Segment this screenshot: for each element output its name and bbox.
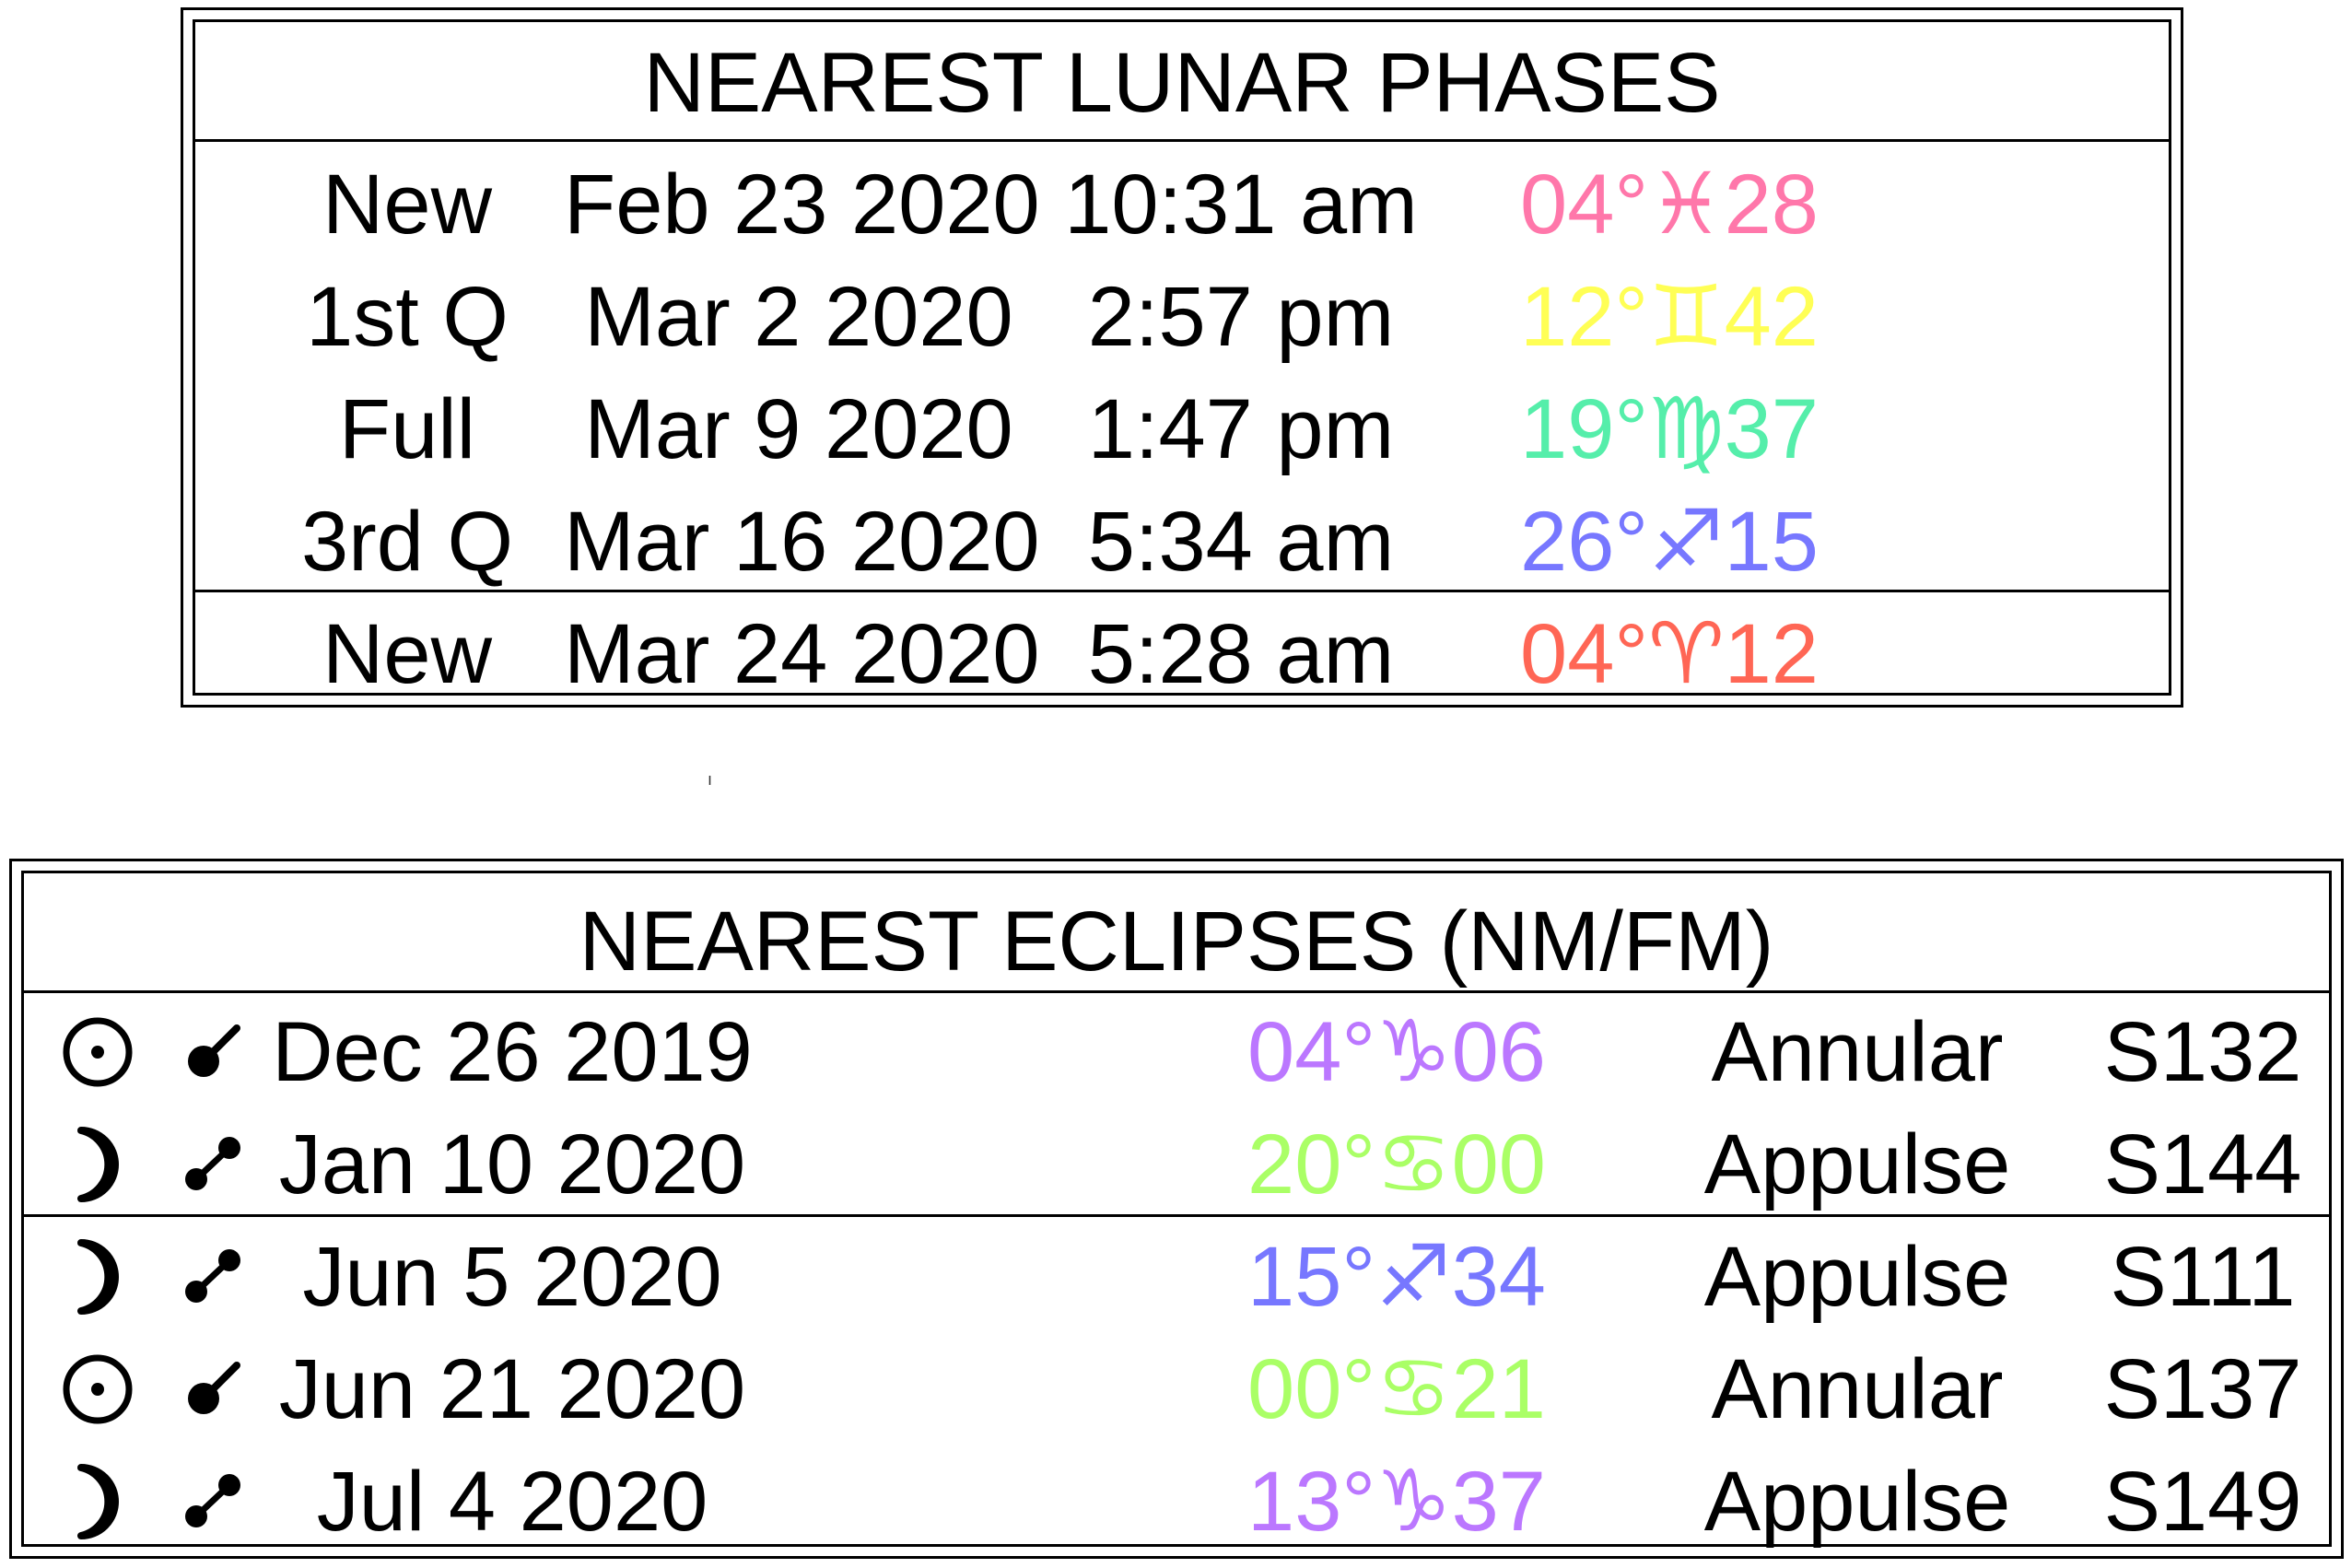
eclipse-date: Dec 26 2019 bbox=[272, 1005, 753, 1099]
phase-date: Mar 9 2020 bbox=[584, 382, 1013, 476]
eclipses-divider bbox=[24, 1214, 2329, 1217]
saros-number: S111 bbox=[2110, 1230, 2296, 1324]
phase-date: Mar 24 2020 bbox=[564, 607, 1040, 701]
phase-zodiac-position: 04°♈12 bbox=[1520, 607, 1819, 701]
lunar-phase-row bbox=[195, 599, 2169, 709]
phase-zodiac-position: 12°♊42 bbox=[1520, 270, 1819, 364]
lunar-phases-inner-frame bbox=[193, 19, 2171, 701]
eclipse-date: Jan 10 2020 bbox=[278, 1117, 746, 1211]
phase-time: 10:31 am bbox=[1064, 158, 1418, 252]
eclipse-type: Appulse bbox=[1703, 1455, 2011, 1549]
phase-date: Mar 2 2020 bbox=[584, 270, 1013, 364]
north-node-icon bbox=[167, 1109, 259, 1220]
eclipse-zodiac-position: 04°♑06 bbox=[1247, 1005, 1546, 1099]
phase-zodiac-position: 26°♐15 bbox=[1520, 495, 1819, 589]
saros-number: S132 bbox=[2103, 1005, 2302, 1099]
phase-time: 5:28 am bbox=[1087, 607, 1395, 701]
phase-time: 2:57 pm bbox=[1087, 270, 1395, 364]
phase-name: New bbox=[322, 607, 493, 701]
eclipse-zodiac-position: 20°♋00 bbox=[1247, 1117, 1546, 1211]
eclipse-row bbox=[24, 997, 2329, 1107]
eclipse-zodiac-position: 00°♋21 bbox=[1247, 1342, 1546, 1436]
phase-zodiac-position: 19°♍37 bbox=[1520, 382, 1819, 476]
phase-date: Feb 23 2020 bbox=[564, 158, 1040, 252]
phase-name: New bbox=[322, 158, 493, 252]
lunar-phase-row bbox=[195, 149, 2169, 260]
lunar-phase-row bbox=[195, 486, 2169, 597]
south-node-icon bbox=[167, 997, 259, 1107]
saros-number: S144 bbox=[2103, 1117, 2302, 1211]
north-node-icon bbox=[167, 1222, 259, 1332]
phase-zodiac-position: 04°♓28 bbox=[1520, 158, 1819, 252]
eclipses-panel bbox=[9, 859, 2344, 1559]
lunar-phases-title: NEAREST LUNAR PHASES bbox=[195, 22, 2169, 142]
eclipse-type: Annular bbox=[1711, 1005, 2004, 1099]
lunar-phases-divider bbox=[195, 590, 2169, 592]
south-node-icon bbox=[167, 1334, 259, 1445]
lunar-phase-row bbox=[195, 262, 2169, 372]
stray-mark: ı bbox=[708, 770, 713, 789]
eclipse-row bbox=[24, 1109, 2329, 1220]
phase-date: Mar 16 2020 bbox=[564, 495, 1040, 589]
lunar-phases-panel bbox=[181, 7, 2183, 708]
eclipse-date: Jul 4 2020 bbox=[316, 1455, 708, 1549]
eclipse-zodiac-position: 13°♑37 bbox=[1247, 1455, 1546, 1549]
phase-time: 1:47 pm bbox=[1087, 382, 1395, 476]
moon-icon bbox=[52, 1222, 144, 1332]
lunar-phase-row bbox=[195, 374, 2169, 485]
moon-icon bbox=[52, 1109, 144, 1220]
eclipse-date: Jun 21 2020 bbox=[278, 1342, 746, 1436]
saros-number: S137 bbox=[2103, 1342, 2302, 1436]
eclipse-zodiac-position: 15°♐34 bbox=[1247, 1230, 1546, 1324]
phase-name: 3rd Q bbox=[300, 495, 514, 589]
eclipse-type: Appulse bbox=[1703, 1117, 2011, 1211]
phase-name: 1st Q bbox=[306, 270, 509, 364]
eclipse-row bbox=[24, 1334, 2329, 1445]
phase-name: Full bbox=[338, 382, 476, 476]
eclipse-date: Jun 5 2020 bbox=[302, 1230, 722, 1324]
north-node-icon bbox=[167, 1446, 259, 1557]
eclipse-type: Annular bbox=[1711, 1342, 2004, 1436]
saros-number: S149 bbox=[2103, 1455, 2302, 1549]
eclipse-type: Appulse bbox=[1703, 1230, 2011, 1324]
eclipses-title: NEAREST ECLIPSES (NM/FM) bbox=[24, 873, 2329, 993]
sun-icon bbox=[52, 997, 144, 1107]
eclipse-row bbox=[24, 1222, 2329, 1332]
phase-time: 5:34 am bbox=[1087, 495, 1395, 589]
sun-icon bbox=[52, 1334, 144, 1445]
moon-icon bbox=[52, 1446, 144, 1557]
eclipse-row bbox=[24, 1446, 2329, 1557]
eclipses-inner-frame bbox=[21, 871, 2332, 1547]
